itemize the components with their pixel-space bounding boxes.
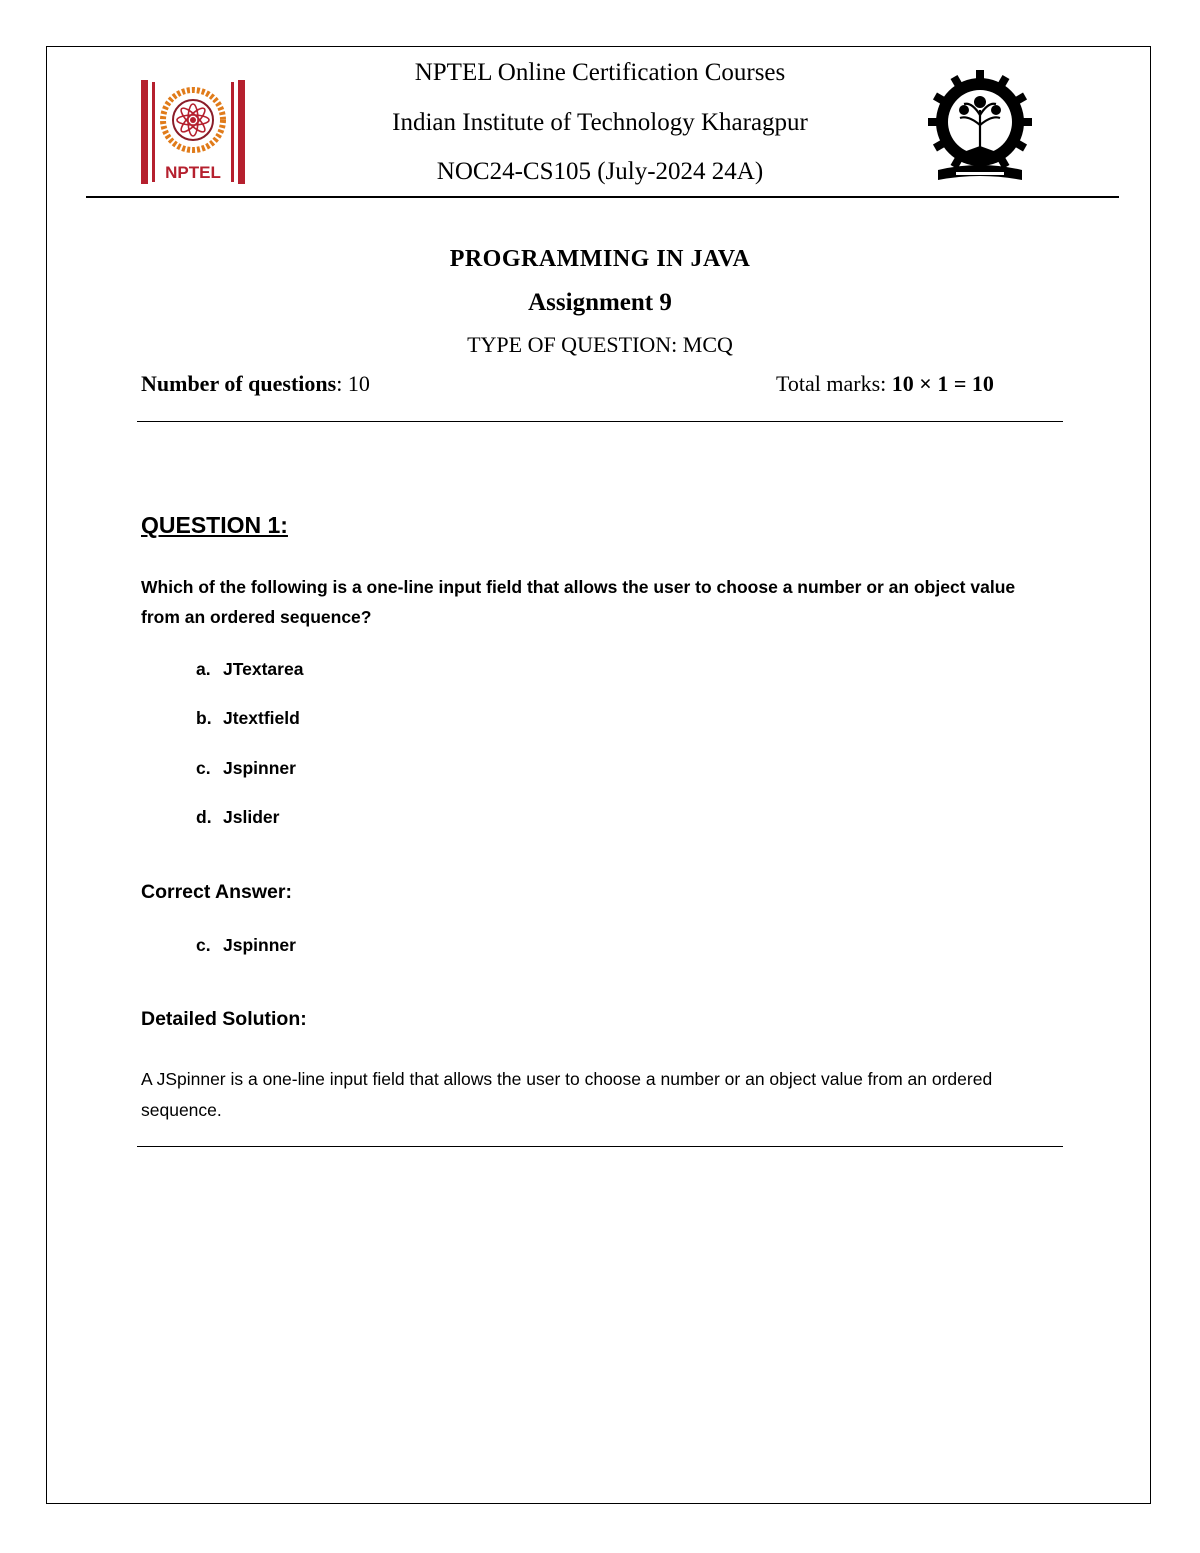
total-marks-value: 10 × 1 = 10 xyxy=(891,371,994,396)
detailed-solution-heading: Detailed Solution: xyxy=(141,1008,307,1030)
option-text: JTextarea xyxy=(223,659,304,679)
option-d xyxy=(196,807,279,828)
header-divider xyxy=(86,196,1119,198)
nptel-logo-text: NPTEL xyxy=(165,163,221,182)
option-text: Jslider xyxy=(223,807,280,827)
option-c xyxy=(196,758,296,779)
option-letter: b. xyxy=(196,708,212,728)
option-letter: a. xyxy=(196,659,211,679)
divider-top xyxy=(137,421,1063,422)
correct-answer-heading: Correct Answer: xyxy=(141,881,292,903)
number-of-questions xyxy=(141,371,370,397)
number-of-questions-value: 10 xyxy=(347,371,370,396)
option-text: Jspinner xyxy=(223,758,296,778)
correct-answer xyxy=(196,935,296,956)
divider-bottom xyxy=(137,1146,1063,1147)
correct-answer-letter: c. xyxy=(196,935,211,955)
option-a xyxy=(196,659,303,680)
header-line-3: NOC24-CS105 (July-2024 24A) xyxy=(436,158,764,185)
assignment-title: Assignment 9 xyxy=(528,289,672,316)
option-letter: c. xyxy=(196,758,211,778)
question-type: TYPE OF QUESTION: MCQ xyxy=(467,332,733,357)
option-b xyxy=(196,708,300,729)
total-marks-label: Total marks: xyxy=(776,371,892,396)
option-text: Jtextfield xyxy=(223,708,300,728)
header-line-1: NPTEL Online Certification Courses xyxy=(414,59,786,86)
correct-answer-text: Jspinner xyxy=(223,935,296,955)
course-title: PROGRAMMING IN JAVA xyxy=(449,246,751,272)
number-of-questions-label: Number of questions xyxy=(141,371,337,396)
question-heading: QUESTION 1: xyxy=(141,512,288,538)
question-text: Which of the following is a one-line input field that allows the user to choose a number or an object value from an ordered sequence? xyxy=(141,577,1016,627)
detailed-solution-text: A JSpinner is a one-line input field that allows the user to choose a number or an object value from an ordered sequence. xyxy=(141,1069,993,1120)
number-of-questions-sep: : xyxy=(336,371,348,396)
header-line-2: Indian Institute of Technology Kharagpur xyxy=(392,109,808,136)
option-letter: d. xyxy=(196,807,212,827)
total-marks xyxy=(776,371,994,397)
